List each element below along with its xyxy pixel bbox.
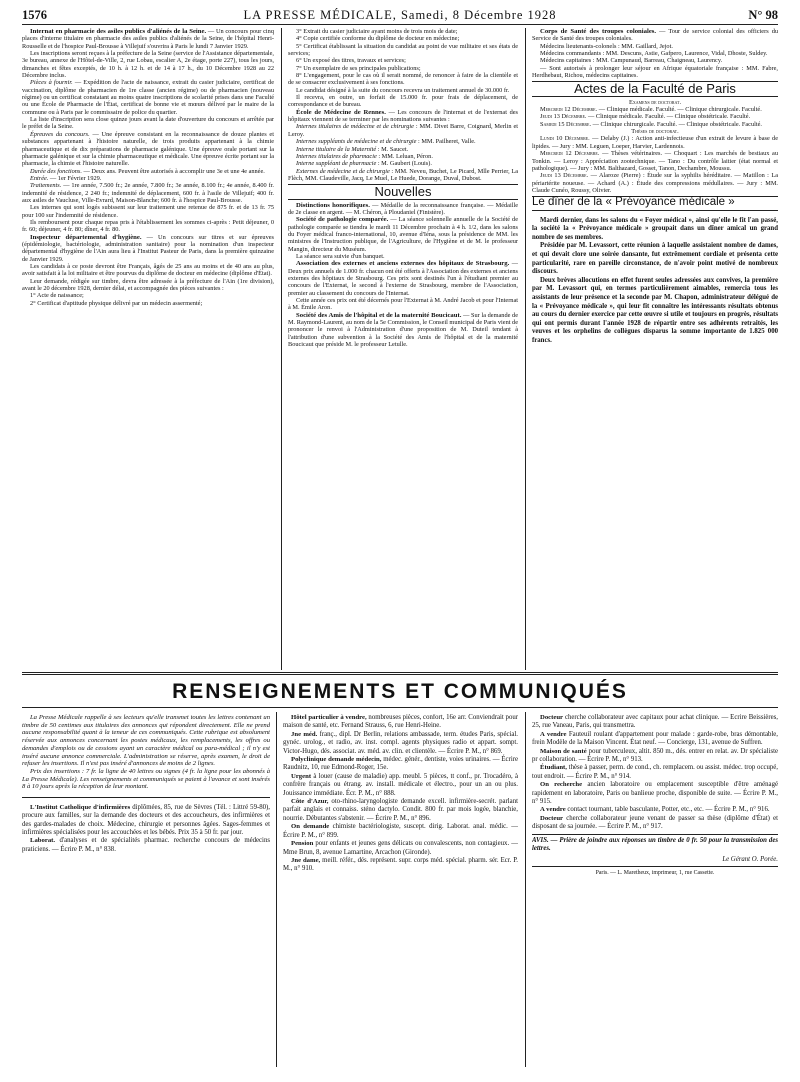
gerant-signature: Le Gérant O. Porée. bbox=[722, 855, 778, 863]
paragraph-text: — Clinique médicale. Faculté. — Clinique obstétricale. Faculté. bbox=[586, 113, 751, 121]
paragraph-text: 1° Acte de naissance; bbox=[30, 292, 84, 300]
paragraph-heading: Internat en pharmacie des asiles publics d'aliénés de la Seine. bbox=[30, 28, 207, 35]
paragraph-text: diplômées, 85, rue de Sèvres (Tél. : Littré 59-80), procure aux familles, sur la demande des docteurs et des accoucheurs, des infirmières et des gardes-malades de choix. Médecine, chirurgie et personnes âgées. Sages-femmes et infirmières spécialisées pour les accouchées et les bébés. Prix 35 à 50 fr. par jour. bbox=[22, 804, 270, 836]
paragraph bbox=[288, 253, 518, 260]
paragraph-text: : MM. Divet Barre, Coignard, Merlin et Leroy. bbox=[288, 123, 518, 138]
paragraph bbox=[22, 131, 274, 168]
paragraph bbox=[532, 815, 778, 832]
paragraph-text: : M. Gaubert (Louis). bbox=[376, 160, 432, 168]
paragraph-text: cherche collaborateur avec capitaux pour achat clinique. — Écrire Beissières, 25, rue Vaneau, Paris, qui transmettra. bbox=[532, 714, 778, 730]
paragraph bbox=[288, 94, 518, 109]
paragraph-text: nombreuses pièces, confort, 16e arr. Conviendrait pour maison de santé, etc. Fernand Strauss, 6, rue Henri-Heine. bbox=[283, 714, 518, 730]
paragraph-text: 5° Certificat établissant la situation du candidat au point de vue militaire et ses états de services; bbox=[288, 42, 518, 58]
doctorat-exams-heading: Examens de doctorat. bbox=[628, 98, 682, 106]
paragraph-text: Il recevra, en outre, un forfait de 15.000 fr. pour frais de déplacement, de correspondance et de bureau. bbox=[288, 94, 518, 109]
italic-lead: Épreuves du concours. bbox=[30, 130, 90, 138]
paragraph-heading: Société de pathologie comparée. bbox=[296, 216, 389, 224]
column-middle bbox=[288, 28, 518, 668]
paragraph-text: — Thèses vétérinaires. — Choquart : Les marchés de bestiaux au Tonkin. — Leroy : Appréciation zootechnique. — Tano : Du contrôle laitier (état normal et pathologique). — Jury : MM. Balthazard, Gosset, Tanon, Dechambre, Moussu. bbox=[532, 150, 778, 172]
paragraph bbox=[283, 840, 518, 857]
section-rule bbox=[532, 866, 778, 867]
paragraph bbox=[532, 28, 778, 43]
paragraph bbox=[532, 50, 778, 57]
paragraph bbox=[283, 823, 518, 840]
paragraph-heading: Étudiant, bbox=[540, 764, 567, 772]
paragraph bbox=[283, 714, 518, 731]
paragraph-text: Médecins commandants : MM. Descuns, Astie, Gafpero, Laurence, Vidal, Dhoste, Suldey. bbox=[540, 50, 768, 58]
paragraph bbox=[288, 109, 518, 124]
paragraph-heading: Docteur bbox=[540, 714, 564, 721]
section-rule bbox=[22, 707, 778, 708]
paragraph-heading: Distinctions honorifiques. bbox=[296, 201, 370, 209]
paragraph bbox=[288, 123, 518, 138]
paragraph-text: Ils remboursent pour chaque repas pris à l'établissement les sommes ci-après : Petit déjeuner, 0 fr. 60; déjeuner, 4 fr. 80; dîner, 4 fr. 80. bbox=[22, 218, 274, 234]
paragraph-text: : M. Saucet. bbox=[376, 145, 409, 153]
nouvelles-heading: Nouvelles bbox=[374, 184, 432, 200]
italic-lead: Internes titulaires de pharmacie bbox=[296, 152, 377, 160]
colonial-notices bbox=[532, 28, 778, 79]
paragraph bbox=[22, 278, 274, 293]
theses-heading: Thèses de doctorat. bbox=[631, 128, 679, 136]
paragraph bbox=[288, 138, 518, 145]
paragraph-text: 8° L'engagement, pour le cas où il serait nommé, de renoncer à faire de la clientèle et de se consacrer exclusivement à ses fonctions. bbox=[288, 72, 518, 87]
paragraph bbox=[22, 116, 274, 131]
faculte-heading: Actes de la Faculté de Paris bbox=[574, 81, 736, 97]
italic-lead: Pièces à fournir. bbox=[30, 79, 73, 87]
paragraph-text: oto-rhino-laryngologiste demande excell. infirmière-secrét. parlant parfait anglais et connaiss. sténo dactylo. Condit. 800 fr. par mois logée, blanchie, nourrie. Débutantes s'abstenir. — Écrire P. M., n° 896. bbox=[283, 798, 518, 822]
date-label: Lundi 10 Décembre. bbox=[540, 135, 590, 143]
paragraph bbox=[288, 202, 518, 217]
paragraph-text: La liste d'inscription sera close quinze jours avant la date d'ouverture du concours et arrêtée par le préfet de la Seine. bbox=[22, 116, 274, 131]
header-rule bbox=[22, 24, 778, 25]
paragraph bbox=[22, 234, 274, 263]
diner-paragraph: Mardi dernier, dans les salons du « Foyer médical », ainsi qu'elle le fit l'an passé, la société la « Prévoyance médicale » groupait dans un dîner amical un grand nombre de ses membres. bbox=[532, 216, 778, 241]
paragraph bbox=[288, 72, 518, 87]
paragraph bbox=[22, 168, 274, 175]
paragraph-text: d'analyses et de spécialités pharmac. recherche concours de médecins praticiens. — Écrire P. M., n° 838. bbox=[22, 837, 270, 853]
classifieds-list-c bbox=[532, 714, 778, 832]
middle-notices bbox=[288, 28, 518, 182]
paragraph-text: meill. référ., dés. représent. supr. corps méd. spécial. pharm. sér. Ecr. P. M., n° 910. bbox=[283, 856, 518, 873]
section-rule bbox=[532, 210, 778, 211]
paragraph-heading: On recherche bbox=[540, 781, 583, 789]
paragraph-text: Fauteuil roulant d'appartement pour malade : garde-robe, bras démontable, frein Modèle de la Maison Vincent. État neuf. — Concierge, 131, avenue de Suffren. bbox=[532, 730, 778, 747]
paragraph-heading: A vendre bbox=[540, 806, 566, 814]
paragraph bbox=[22, 292, 274, 299]
paragraph bbox=[288, 160, 518, 167]
diner-text bbox=[532, 217, 778, 346]
paragraph-text: pour enfants et jeunes gens délicats ou convalescents, non contagieux. — Mme Brun, 8, avenue Lamartine, Arcachon (Gironde). bbox=[283, 840, 518, 856]
paragraph bbox=[283, 731, 518, 756]
paragraph-heading: Maison de santé bbox=[540, 747, 587, 755]
paragraph bbox=[288, 260, 518, 297]
paragraph bbox=[22, 204, 274, 219]
paragraph-text: 7° Un exemplaire de ses principales publications; bbox=[296, 64, 421, 72]
paragraph-text: — Tour de service colonial des officiers du Service de Santé des troupes coloniales. bbox=[532, 28, 778, 43]
paragraph bbox=[22, 50, 274, 79]
paragraph-text: Les inscriptions seront reçues à la préfecture de la Seine (service de l'Assistance départementale, 3e bureau, annexe de l'Hôtel-de-Ville, 2, rue Lobau, escalier A, 2e étage, porte 227), tous les jours, dimanches et fêtes exceptés, de 10 h. à 12 h. et de 14 à 17 h., du 10 Décembre 1928 au 22 Décembre inclus. bbox=[22, 50, 274, 80]
paragraph-heading: Association des externes et anciens externes des hôpitaux de Strasbourg. bbox=[296, 260, 510, 268]
classifieds-left bbox=[22, 714, 270, 1066]
paragraph-text: 3° Extrait du casier judiciaire ayant moins de trois mois de date; bbox=[296, 28, 458, 35]
paragraph-heading: Polyclinique demande médecin, bbox=[291, 756, 382, 764]
paragraph bbox=[288, 297, 518, 312]
avis-notice: AVIS. — Prière de joindre aux réponses un timbre de 0 fr. 50 pour la transmission des lettres. bbox=[532, 836, 778, 853]
paragraph-text: : MM. Leluan, Péron. bbox=[376, 152, 433, 160]
paragraph bbox=[22, 837, 270, 854]
italic-lead: Interne suppléant de pharmacie bbox=[296, 160, 377, 168]
paragraph bbox=[288, 168, 518, 183]
paragraph-heading: Laborat. bbox=[30, 837, 56, 845]
section-rule bbox=[532, 834, 778, 835]
page-header bbox=[22, 6, 778, 24]
section-rule bbox=[22, 674, 778, 675]
paragraph bbox=[532, 714, 778, 731]
paragraph-text: pour tuberculeux, altit. 850 m., dés. entrer en relat. av. Dr spécialiste pr collaboration. — Écrire P. M., n° 913. bbox=[532, 747, 778, 764]
paragraph-text: Médecins lieutenants-colonels : MM. Gaillard, Jejot. bbox=[540, 42, 673, 50]
paragraph-text: 2° Certificat d'aptitude physique délivré par un médecin assermenté; bbox=[30, 299, 203, 307]
paragraph-text: — Sont autorisés à prolonger leur séjour en Afrique équatoriale française : MM. Fabre, Herdhebaut, Richou, médecins capitaines. bbox=[532, 64, 778, 80]
paragraph bbox=[532, 806, 778, 814]
paragraph bbox=[22, 804, 270, 837]
paragraph-text: — Les concours de l'internat et de l'externat des hôpitaux viennent de se terminer par les nominations suivantes : bbox=[288, 108, 518, 124]
renseignements-heading: RENSEIGNEMENTS ET COMMUNIQUÉS bbox=[172, 680, 628, 703]
classifieds-prices: Prix des insertions : 7 fr. la ligne de 40 lettres ou signes (4 fr. la ligne pour les abonnés à La Presse Médicale). Les renseignements et communiqués se paient à l'avance et sont insérés 8 à 10 jours après la réception de leur montant. bbox=[22, 767, 270, 791]
diner-paragraph: Deux brèves allocutions en effet furent seules adressées aux convives, la première par M. Levassort qui, en termes particulièrement aimables, remercia tous les assistants de leur présence et la seconde par M. Chapon, administrateur délégué de la « Prévoyance médicale », qui leur fit connaître les intéressants résultats obtenus au cours du dernier exercice par cette œuvre si utile et toujours en progrès, résultats qui ont permis durant l'année 1928 de répartir entre ses adhérents retraités, les veuves et les orphelins de collègues disparus la somme importante de 1.825 000 francs. bbox=[532, 276, 778, 344]
paragraph-text: cherche collaborateur jeune venant de passer sa thèse (diplôme d'État) et disposant de sa journée. — Écrire P. M., n° 917. bbox=[532, 814, 778, 831]
paragraph bbox=[288, 216, 518, 253]
paragraph bbox=[532, 113, 778, 120]
paragraph-text: Leur demande, rédigée sur timbre, devra être adressée à la préfecture de l'Ain (1re division), avant le 20 décembre 1928, dernier délai, et accompagnée des pièces suivantes : bbox=[22, 277, 274, 293]
printer-line: Paris. — L. Maretheux, imprimeur, 1, rue Cassette. bbox=[595, 869, 715, 876]
paragraph-text: chimiste bactériologiste, suscept. dirig. Laborat. anal. médic. — Écrire P. M., n° 899. bbox=[283, 823, 518, 839]
italic-lead: Durée des fonctions. bbox=[30, 167, 82, 175]
paragraph bbox=[532, 106, 778, 113]
paragraph-heading: Inspecteur départemental d'hygiène. bbox=[30, 233, 142, 241]
paragraph bbox=[288, 312, 518, 349]
paragraph bbox=[288, 65, 518, 72]
paragraph-heading: Côte d'Azur, bbox=[291, 798, 329, 806]
italic-lead: Externes de médecine et de chirurgie bbox=[296, 167, 390, 175]
paragraph-text: Les candidats à ce poste devront être Français, âgés de 25 ans au moins et de 40 ans au plus, avoir satisfait à la loi militaire et être pourvus du diplôme de docteur en médecine (diplôme d'État). bbox=[22, 263, 274, 278]
column-rule bbox=[276, 712, 277, 1067]
page-number: 1576 bbox=[22, 8, 47, 22]
paragraph-heading: Société des Amis de l'hôpital et de la maternité Boucicaut. bbox=[296, 311, 462, 319]
paragraph-text: Le candidat désigné à la suite du concours recevra un traitement annuel de 30.000 fr. bbox=[296, 86, 510, 94]
paragraph bbox=[532, 150, 778, 172]
italic-lead: Entrée. bbox=[30, 174, 49, 182]
diner-heading: Le dîner de la « Prévoyance médicale » bbox=[532, 196, 735, 209]
paragraph-text: Médecins capitaines : MM. Campunaud, Barreau, Chaigneau, Laurency. bbox=[540, 57, 723, 65]
paragraph bbox=[288, 43, 518, 58]
paragraph-text: — Médaille de la reconnaissance française. — Médaille de 2e classe en argent. — M. Chéron, à Ploudaniel (Finistère). bbox=[288, 201, 518, 216]
paragraph-heading: L'Institut Catholique d'infirmières bbox=[30, 804, 131, 812]
paragraph bbox=[532, 135, 778, 150]
nouvelles-items bbox=[288, 202, 518, 349]
paragraph-heading: Jne dame, bbox=[291, 856, 321, 864]
classifieds-right bbox=[532, 714, 778, 1066]
paragraph bbox=[288, 57, 518, 64]
paragraph bbox=[532, 172, 778, 194]
paragraph-text: 6° Un exposé des titres, travaux et services; bbox=[296, 57, 406, 65]
paragraph bbox=[22, 175, 274, 182]
paragraph-text: — La séance solennelle annuelle de la Société de pathologie comparée se tiendra le mardi 11 Décembre prochain à 4 h. 1/2, dans les salons du Foyer médical franco-international, 10, avenue d'Iéna, sous la présidence de MM. les ministres de l'Instruction publique, de l'Agriculture, de l'Hygiène et de M. le professeur Mangin, directeur du Muséum. bbox=[288, 216, 518, 253]
paragraph-text: médec. génér., dentiste, voies urinaires. — Écrire Raudnitz, 10, rue Edmond-Roger, 15e. bbox=[283, 756, 518, 772]
paragraph bbox=[22, 79, 274, 116]
italic-lead: Internes titulaires de médecine et de chirurgie bbox=[296, 123, 414, 131]
paragraph-text: — Une épreuve consistant en la reconnaissance de douze plantes et substances appartenant à l'histoire naturelle, de trois produits appartenant à la chimie pharmaceutique et de dix préparations de pharmacie galénique. Une épreuve orale portant sur la pharmacie galénique et sur la chimie pharmaceutique et médicale. Une épreuve écrite portant sur la pharmacie, la chimie et l'histoire naturelle. bbox=[22, 130, 274, 168]
section-rule bbox=[22, 672, 778, 673]
exam-list bbox=[532, 106, 778, 128]
column-rule bbox=[525, 712, 526, 1067]
paragraph-text: Les internes qui sont logés subissent sur leur traitement une retenue de 875 fr. et de 13 fr. 75 pour 100 sur l'indemnité de résidence. bbox=[22, 204, 274, 219]
newspaper-title: LA PRESSE MÉDICALE, Samedi, 8 Décembre 1928 bbox=[243, 8, 557, 22]
paragraph bbox=[22, 28, 274, 50]
issue-number: N° 98 bbox=[748, 8, 778, 22]
paragraph-text: — Un concours pour cinq places d'interne titulaire en pharmacie des asiles publics d'aliénés de la Seine, de l'hôpital Henri-Rousselle et de l'hospice Paul-Brousse à Villejuif s'ouvrira à Paris le lundi 7 Janvier 1929. bbox=[22, 28, 274, 50]
column-left bbox=[22, 28, 274, 668]
column-rule bbox=[281, 28, 282, 670]
paragraph-text: — Deux prix annuels de 1.000 fr. chacun ont été offerts à l'Association des externes et anciens externes des hôpitaux de Strasbourg. Ces prix sont destinés l'un à l'étudiant premier au concours de l'Externat, le second à l'externe de Strasbourg, membre de l'Association, premier au classement du concours de l'Internat. bbox=[288, 260, 518, 297]
classifieds-middle bbox=[283, 714, 518, 1066]
paragraph-text: : MM. Neveu, Buchet, Le Picard, Mlle Perrier, La Flèch, MM. Claudeville, Jacq, Le Muel, Le Huede, Dorange, Duval, Dubost. bbox=[288, 167, 518, 182]
paragraph bbox=[288, 153, 518, 160]
paragraph-text: — Clinique médicale. Faculté. — Clinique chirurgicale. Faculté. bbox=[597, 106, 762, 114]
paragraph bbox=[283, 798, 518, 823]
paragraph bbox=[22, 300, 274, 307]
date-label: Mercredi 12 Décembre. bbox=[540, 106, 598, 114]
diner-paragraph: Présidée par M. Levassort, cette réunion à laquelle assistaient nombre de dames, et qui devait clore une soirée dansante, fut extrêmement cordiale et présenta cette particularité, rare en pareille circonstance, de n'avoir point motivé de nombreux discours. bbox=[532, 242, 778, 276]
paragraph-heading: Jne méd. bbox=[291, 730, 318, 738]
paragraph bbox=[532, 121, 778, 128]
italic-lead: Interne titulaire de la Maternité bbox=[296, 145, 377, 153]
paragraph-text: contact tournant, table basculante, Potter, etc., etc. — Écrire P. M., n° 916. bbox=[565, 806, 770, 814]
paragraph bbox=[532, 57, 778, 64]
paragraph-text: — Expédition de l'acte de naissance, extrait du casier judiciaire, certificat de vaccination, diplôme de pharmacien de 1re classe (ancien régime) ou de pharmacien (nouveau régime) ou un certificat constatant au moins quatre inscriptions de scolarité prises dans une Faculté ou une École de Pharmacie de l'État, certificat de bonne vie et mœurs délivré par le maire de la commune ou à Paris par le commissaire de police du quartier. bbox=[22, 79, 274, 116]
paragraph bbox=[22, 263, 274, 278]
paragraph bbox=[532, 748, 778, 765]
paragraph-heading: Urgent bbox=[291, 772, 312, 780]
paragraph bbox=[532, 781, 778, 806]
date-label: Mercredi 12 Décembre. bbox=[540, 150, 600, 158]
theses-list bbox=[532, 135, 778, 194]
section-rule bbox=[22, 797, 270, 798]
italic-lead: Internes suppléants de médecine et de chirurgie bbox=[296, 138, 417, 146]
paragraph bbox=[532, 764, 778, 781]
date-label: Samedi 15 Décembre. bbox=[540, 120, 592, 128]
paragraph bbox=[288, 28, 518, 35]
paragraph bbox=[22, 219, 274, 234]
paragraph-heading: École de Médecine de Rennes. bbox=[296, 108, 386, 116]
paragraph-text: : MM. Pailheret, Valle. bbox=[416, 138, 476, 146]
italic-lead: Traitements. bbox=[30, 182, 62, 190]
paragraph-text: Cette année ces prix ont été décernés pour l'Externat à M. André Jacob et pour l'Internat à M. Émile Aron. bbox=[288, 297, 518, 312]
classifieds-list-a bbox=[22, 804, 270, 854]
date-label: Jeudi 13 Décembre. bbox=[540, 113, 587, 121]
classifieds-list-b bbox=[283, 714, 518, 874]
paragraph bbox=[283, 857, 518, 874]
paragraph-heading: Hôtel particulier à vendre, bbox=[291, 714, 367, 721]
paragraph bbox=[288, 146, 518, 153]
paragraph-text: — Clinique chirurgicale. Faculté. — Clinique obstétricale. Faculté. bbox=[591, 120, 762, 128]
paragraph-text: — 1er Février 1929. bbox=[48, 174, 102, 182]
paragraph-text: — Deux ans. Peuvent être autorisés à accomplir une 3e et une 4e année. bbox=[81, 167, 265, 175]
date-label: Jeudi 13 Décembre. bbox=[540, 172, 589, 180]
paragraph-heading: On demande bbox=[291, 823, 330, 831]
paragraph-text: — Un concours sur titres et sur épreuves (épidémiologie, bactériologie, administration sanitaire) pour la nomination d'un inspecteur départemental d'hygiène de l'Ain aura lieu à l'Institut Pasteur de Paris, dans la première quinzaine de Janvier 1929. bbox=[22, 233, 274, 263]
paragraph-text: La séance sera suivie d'un banquet. bbox=[296, 252, 385, 260]
paragraph-text: — Sur la demande de M. Raymond-Laurent, au nom de la 5e Commission, le Conseil municipal de Paris vient de prononcer le renvoi à l'Administration d'une proposition de M. Duteil tendant à l'attribution d'une subvention à la Société des Amis de l'hôpital et de la maternité Boucicaut que préside M. le professeur Letulle. bbox=[288, 311, 518, 349]
paragraph bbox=[288, 35, 518, 42]
paragraph-text: thèse à passer, perm. de cond., ch. remplacem. ou assist. médec. trop occupé, tout endroit. — Écrire P. M., n° 914. bbox=[532, 764, 778, 780]
paragraph-heading: Corps de Santé des troupes coloniales. bbox=[540, 28, 657, 35]
paragraph bbox=[283, 773, 518, 798]
classifieds-intro: La Presse Médicale rappelle à ses lecteurs qu'elle transmet toutes les lettres contenant un timbre de 50 centimes aux titulaires des annonces qui répondent directement. Elle ne prend aucune responsabilité quant à la teneur de ces communiqués. Cette rubrique est absolument réservée aux annonces concernant les postes médicaux, les remplacements, les offres ou demandes d'emplois ou de cessions ayant un caractère médical ou para-médical ; il n'y est inséré aucune annonce commerciale. L'administration se réserve, après examen, le droit de refuser les insertions. Il n'est pas inséré d'annonces de moins de 2 lignes. bbox=[22, 714, 270, 768]
paragraph bbox=[532, 731, 778, 748]
paragraph-text: — Delaby (J.) : Action anti-infectieuse d'un extrait de levure à base de lipides. — Jury : MM. Leguen, Loeper, Harvier, Lardennois. bbox=[532, 135, 778, 150]
paragraph-heading: A vendre bbox=[540, 730, 567, 738]
paragraph bbox=[288, 87, 518, 94]
paragraph-heading: Pension bbox=[291, 840, 314, 848]
paragraph-text: — Alaroze (Pierre) : Étude sur la syphilis héréditaire. — Matillon : La périartérite noueuse. — Achard (A.) : Étude des compressions médullaires. — Jury : MM. Claude Cunéo, Roussy, Olivier. bbox=[532, 172, 778, 194]
paragraph bbox=[22, 182, 274, 204]
paragraph bbox=[532, 43, 778, 50]
paragraph-text: ancien laboratoire ou emplacement susceptible d'être aménagé rapidement en laboratoire, Paris ou banlieue proche, disponible de suite. — Écrire P. M., n° 915. bbox=[532, 781, 778, 806]
paragraph-text: — 1re année, 7.500 fr.; 2e année, 7.800 fr.; 3e année, 8.100 fr.; 4e année, 8.400 fr. indemnité de résidence, 2 240 fr.; indemnité de déplacement, 600 fr. à l'asile de Villejuif; 400 fr. aux asiles de Vaucluse, Ville-Evrard, Maison-Blanche; 600 fr. à l'hospice Paul-Brousse. bbox=[22, 182, 274, 204]
column-rule bbox=[525, 28, 526, 670]
paragraph-heading: Docteur bbox=[540, 814, 564, 822]
paragraph-text: à louer (cause de maladie) app. meubl. 5 pièces, tt conf., pr. Trocadéro, à confrère français ou étrang. av. install. médicale et électro., pour un an ou plus. Jouissance immédiate. Écr. P. M., n° 888. bbox=[283, 772, 518, 797]
paragraph bbox=[532, 65, 778, 80]
paragraph-text: 4° Copie certifiée conforme du diplôme de docteur en médecine; bbox=[296, 35, 460, 43]
paragraph-text: franç., dipl. Dr Berlin, relations ambassade, term. études Paris, spécial. gynéc. urolog., et radio, av. inst. compl. agents physiques radio et appart. sompt. Victor-Hugo, dés. associat. av. méd. av. clin. et clientèle. — Écrire P. M., n° 869. bbox=[283, 730, 518, 755]
column-right bbox=[532, 28, 778, 668]
paragraph bbox=[283, 756, 518, 773]
